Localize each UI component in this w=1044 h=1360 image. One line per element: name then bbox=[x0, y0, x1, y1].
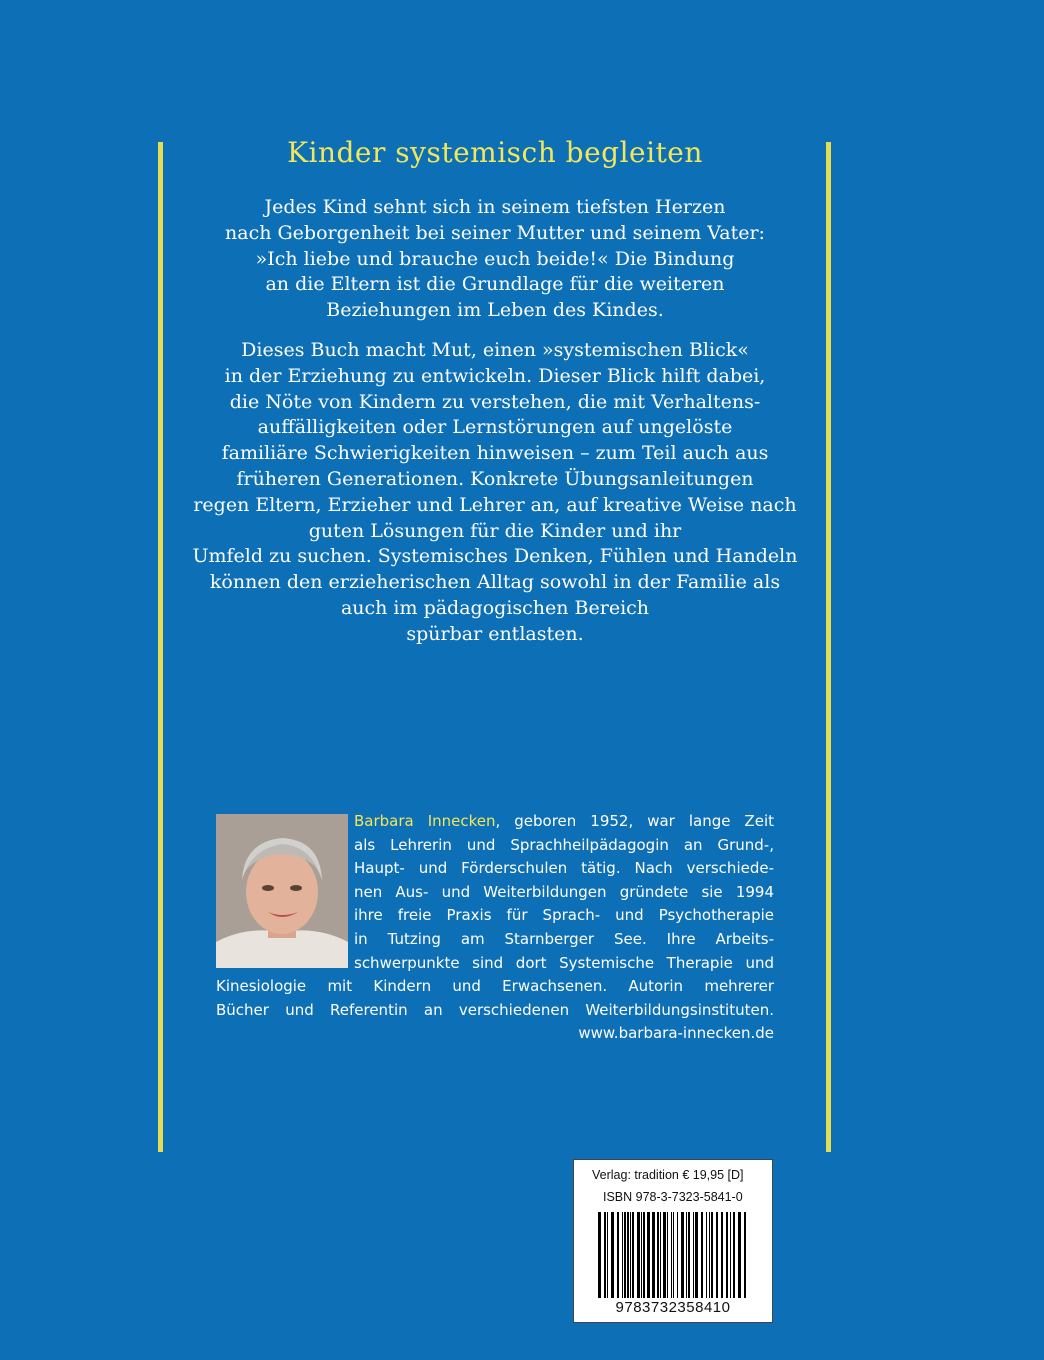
right-yellow-rule bbox=[826, 142, 831, 1152]
barcode-bar bbox=[632, 1212, 634, 1298]
barcode-bar bbox=[744, 1212, 746, 1298]
barcode-bar bbox=[627, 1212, 629, 1298]
barcode-bar bbox=[643, 1212, 645, 1298]
blurb-line: Dieses Buch macht Mut, einen »systemischen Blick« bbox=[241, 339, 749, 361]
barcode-bar bbox=[730, 1212, 731, 1298]
barcode-bar bbox=[721, 1212, 723, 1298]
blurb-line: Jedes Kind sehnt sich in seinem tiefsten Herzen bbox=[264, 196, 726, 218]
barcode-bar bbox=[716, 1212, 718, 1298]
barcode-bar bbox=[617, 1212, 619, 1298]
blurb-paragraph-2 bbox=[188, 338, 802, 648]
blurb-line: »Ich liebe und brauche euch beide!« Die Bindung bbox=[255, 247, 735, 270]
author-name: Barbara Innecken bbox=[354, 812, 496, 830]
blurb-line: die Nöte von Kindern zu verstehen, die mit Verhaltens- bbox=[229, 390, 761, 413]
bio-line: Bücher und Referentin an verschiedenen Weiterbildungsinstituten. bbox=[216, 1000, 774, 1019]
publisher-price: Verlag: tradition € 19,95 [D] bbox=[592, 1168, 744, 1182]
barcode-bar bbox=[598, 1212, 601, 1298]
barcode-bars bbox=[598, 1212, 748, 1298]
blurb-line: nach Geborgenheit bei seiner Mutter und seinem Vater: bbox=[225, 221, 765, 244]
blurb-line: auffälligkeiten oder Lernstörungen auf ungelöste bbox=[257, 416, 733, 439]
barcode-bar bbox=[637, 1212, 640, 1298]
blurb-line: guten Lösungen für die Kinder und ihr bbox=[308, 519, 682, 542]
blurb-line: Umfeld zu suchen. Systemisches Denken, Fühlen und Handeln bbox=[192, 545, 798, 568]
barcode-bar bbox=[611, 1212, 614, 1298]
barcode-bar bbox=[624, 1212, 626, 1298]
bio-line: Kinesiologie mit Kindern und Erwachsenen. Autorin mehrerer bbox=[216, 977, 774, 996]
barcode-bar bbox=[733, 1212, 735, 1298]
barcode-bar bbox=[652, 1212, 655, 1298]
bio-line: als Lehrerin und Sprachheilpädagogin an Grund-, bbox=[354, 835, 774, 854]
barcode-bar bbox=[693, 1212, 694, 1298]
barcode-bar bbox=[667, 1212, 668, 1298]
isbn-text: ISBN 978-3-7323-5841-0 bbox=[603, 1190, 743, 1204]
barcode-bar bbox=[647, 1212, 650, 1298]
barcode-bar bbox=[738, 1212, 741, 1298]
barcode-bar bbox=[686, 1212, 687, 1298]
author-bio bbox=[216, 810, 774, 1046]
barcode-bar bbox=[604, 1212, 606, 1298]
bio-first-rest: , geboren 1952, war lange Zeit bbox=[495, 812, 774, 830]
author-website: www.barbara-innecken.de bbox=[578, 1024, 774, 1043]
barcode-bar bbox=[673, 1212, 674, 1298]
barcode-bar bbox=[706, 1212, 707, 1298]
barcode-bar bbox=[677, 1212, 678, 1298]
barcode-bar bbox=[695, 1212, 698, 1298]
bio-line: Haupt- und Förderschulen tätig. Nach verschiede- bbox=[354, 859, 774, 878]
barcode-bar bbox=[711, 1212, 713, 1298]
barcode-bar bbox=[660, 1212, 661, 1298]
bio-line: ihre freie Praxis für Sprach- und Psychotherapie bbox=[354, 906, 774, 925]
barcode-bar bbox=[681, 1212, 684, 1298]
bio-line: nen Aus- und Weiterbildungen gründete sie 1994 bbox=[354, 882, 774, 901]
blurb-line: Beziehungen im Leben des Kindes. bbox=[326, 299, 664, 322]
barcode-bar bbox=[701, 1212, 703, 1298]
bio-line bbox=[216, 810, 774, 834]
barcode-bar bbox=[607, 1212, 608, 1298]
barcode-bar bbox=[657, 1212, 659, 1298]
blurb-line: in der Erziehung zu entwickeln. Dieser Blick hilft dabei, bbox=[224, 364, 766, 387]
blurb-line: auch im pädagogischen Bereich bbox=[340, 596, 650, 619]
left-yellow-rule bbox=[158, 142, 163, 1152]
barcode-bar bbox=[688, 1212, 690, 1298]
barcode-bar bbox=[726, 1212, 728, 1298]
barcode-bar bbox=[641, 1212, 642, 1298]
barcode-bar bbox=[709, 1212, 710, 1298]
blurb-line: regen Eltern, Erzieher und Lehrer an, auf kreative Weise nach bbox=[193, 493, 797, 516]
blurb-paragraph-1 bbox=[188, 195, 802, 324]
barcode-bar bbox=[663, 1212, 666, 1298]
blurb-line: an die Eltern ist die Grundlage für die weiteren bbox=[265, 273, 725, 296]
blurb-line: früheren Generationen. Konkrete Übungsanleitungen bbox=[236, 467, 754, 490]
blurb-line: familiäre Schwierigkeiten hinweisen – zum Teil auch aus bbox=[221, 442, 769, 465]
barcode-bar bbox=[671, 1212, 672, 1298]
barcode-digits: 9783732358410 bbox=[615, 1299, 731, 1316]
bio-line: in Tutzing am Starnberger See. Ihre Arbeits- bbox=[354, 929, 774, 948]
blurb-line: können den erzieherischen Alltag sowohl in der Familie als bbox=[209, 571, 781, 594]
blurb-line: spürbar entlasten. bbox=[406, 622, 584, 645]
barcode-bar bbox=[630, 1212, 631, 1298]
bio-line: schwerpunkte sind dort Systemische Therapie und bbox=[354, 953, 774, 972]
isbn-barcode-label bbox=[573, 1159, 773, 1323]
cover-title: Kinder systemisch begleiten bbox=[287, 136, 703, 169]
barcode-bar bbox=[622, 1212, 623, 1298]
